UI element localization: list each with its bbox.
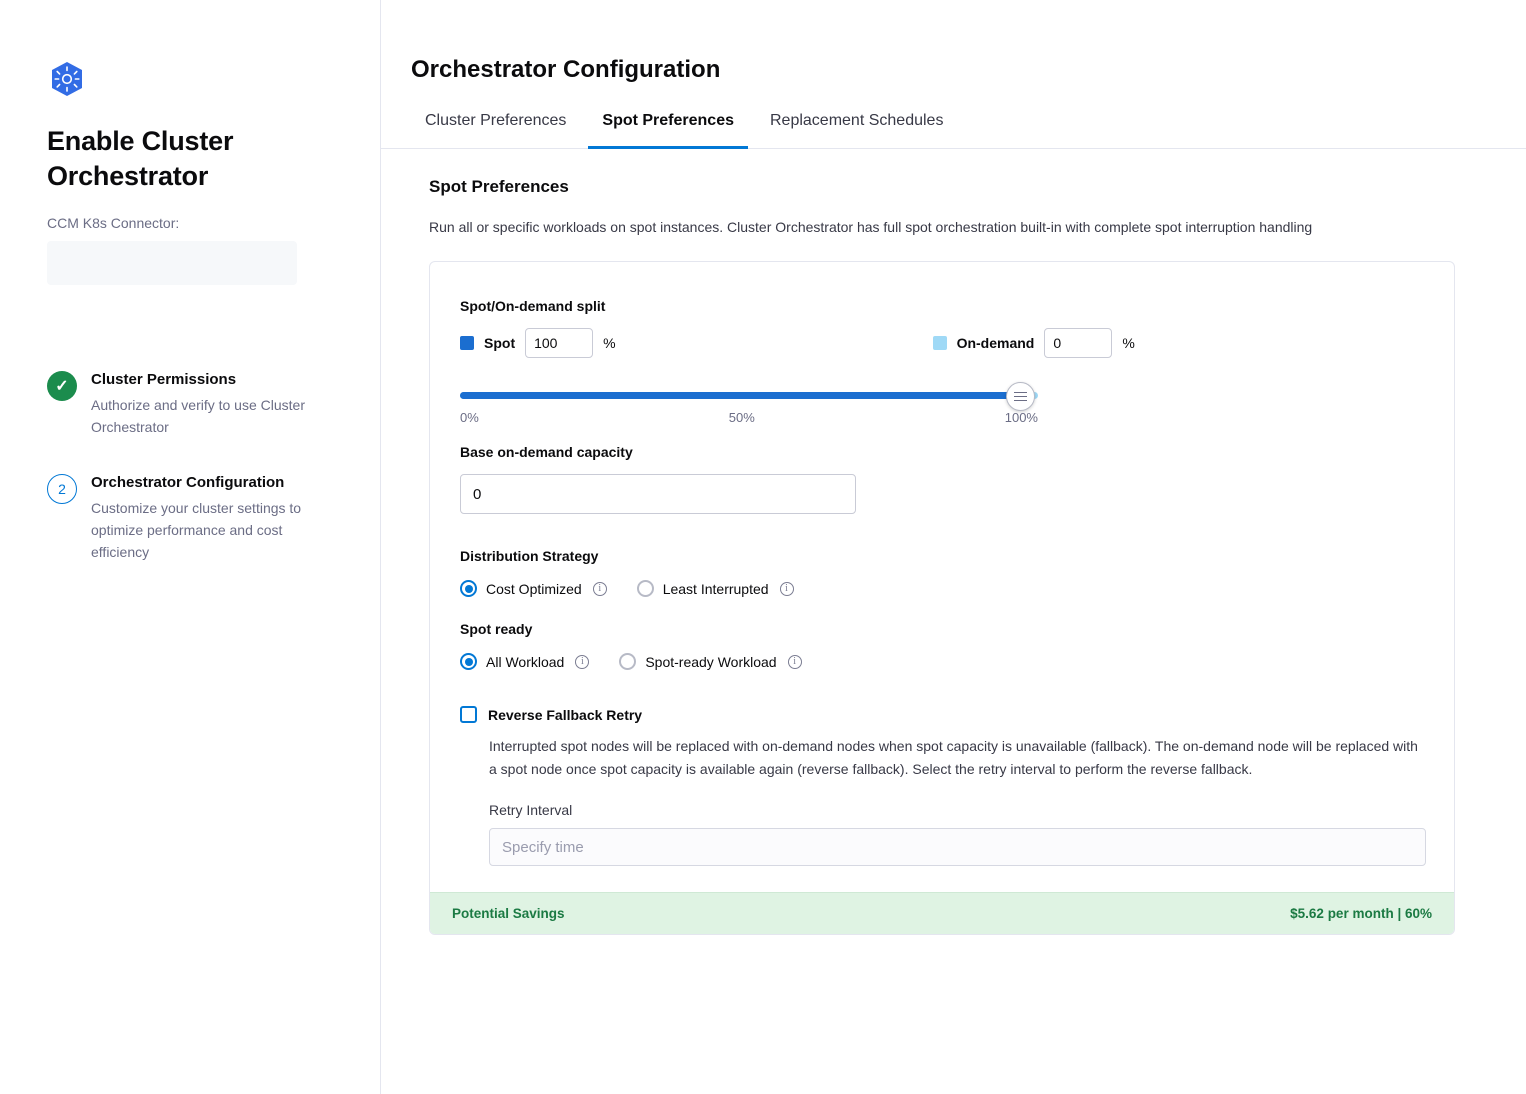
base-capacity-group <box>460 444 1424 514</box>
reverse-fallback-checkbox[interactable] <box>460 706 477 723</box>
tab-replacement-schedules[interactable]: Replacement Schedules <box>770 112 944 129</box>
step-description: Customize your cluster settings to optimize performance and cost efficiency <box>91 500 302 560</box>
slider-fill <box>460 392 1024 399</box>
step-title: Cluster Permissions <box>91 371 237 389</box>
radio-indicator[interactable] <box>619 653 636 670</box>
slider-tick-mid: 50% <box>728 410 755 425</box>
kubernetes-logo-icon <box>47 60 87 100</box>
ondemand-percent-input[interactable] <box>1044 328 1112 358</box>
slider-handle[interactable] <box>1006 382 1035 411</box>
spot-split-slider[interactable] <box>460 378 1038 425</box>
check-icon <box>47 371 77 401</box>
sidebar-title: Enable Cluster Orchestrator <box>47 126 234 191</box>
sidebar-step-orchestrator-configuration[interactable] <box>47 472 340 563</box>
spot-ready-group <box>460 621 1424 670</box>
info-icon[interactable]: i <box>575 655 589 669</box>
spot-percent-unit: % <box>603 335 616 351</box>
step-number-icon <box>47 474 77 504</box>
section-description: Run all or specific workloads on spot instances. Cluster Orchestrator has full spot orchestration built-in with complete spot interruption handling <box>429 219 1313 235</box>
radio-indicator[interactable] <box>637 580 654 597</box>
radio-indicator[interactable] <box>460 580 477 597</box>
retry-interval-label: Retry Interval <box>489 802 573 819</box>
main-panel <box>380 0 1526 1094</box>
radio-label: All Workload <box>486 653 565 670</box>
spot-percent-input[interactable] <box>525 328 593 358</box>
tab-cluster-preferences[interactable]: Cluster Preferences <box>425 112 567 129</box>
base-capacity-label: Base on-demand capacity <box>460 444 633 460</box>
base-capacity-input[interactable] <box>460 474 856 514</box>
connector-label: CCM K8s Connector: <box>47 215 180 232</box>
split-inputs-row <box>460 328 1424 358</box>
potential-savings-bar <box>430 892 1454 934</box>
info-icon[interactable]: i <box>788 655 802 669</box>
sidebar <box>0 0 380 1094</box>
split-label: Spot/On-demand split <box>460 298 606 314</box>
info-icon[interactable]: i <box>780 582 794 596</box>
radio-least-interrupted[interactable] <box>637 580 794 597</box>
spot-label: Spot <box>484 335 516 351</box>
slider-tick-max: 100% <box>1004 410 1038 425</box>
radio-cost-optimized[interactable] <box>460 580 607 597</box>
step-description: Authorize and verify to use Cluster Orchestrator <box>91 397 305 435</box>
reverse-fallback-label: Reverse Fallback Retry <box>488 706 643 723</box>
step-marker: ✓ <box>55 378 69 396</box>
ondemand-label: On-demand <box>956 335 1035 351</box>
radio-label: Spot-ready Workload <box>645 653 777 670</box>
tab-content-spot-preferences <box>381 149 1526 935</box>
ondemand-color-swatch <box>933 336 947 350</box>
radio-label: Cost Optimized <box>486 580 582 597</box>
connector-select[interactable] <box>47 241 297 285</box>
ondemand-input-group <box>933 328 1135 358</box>
ondemand-percent-unit: % <box>1122 335 1135 351</box>
spot-ready-label: Spot ready <box>460 621 533 637</box>
reverse-fallback-group <box>460 706 1424 866</box>
distribution-strategy-label: Distribution Strategy <box>460 548 599 564</box>
spot-preferences-card <box>429 261 1455 935</box>
main-header <box>381 0 1526 84</box>
step-marker: 2 <box>58 481 66 498</box>
spot-input-group <box>460 328 616 358</box>
sidebar-step-cluster-permissions[interactable] <box>47 369 340 438</box>
spot-color-swatch <box>460 336 474 350</box>
retry-interval-input[interactable] <box>489 828 1426 866</box>
step-title: Orchestrator Configuration <box>91 474 285 492</box>
radio-all-workload[interactable] <box>460 653 589 670</box>
tab-bar <box>381 112 1526 149</box>
slider-tick-min: 0% <box>460 410 479 425</box>
potential-savings-label: Potential Savings <box>452 906 565 922</box>
radio-indicator[interactable] <box>460 653 477 670</box>
reverse-fallback-description: Interrupted spot nodes will be replaced with on-demand nodes when spot capacity is unavailable (fallback). The on-demand node will be replaced with a spot node once spot capacity is available again (reverse fallback). Select the retry interval to perform the reverse fallback. <box>489 738 1418 777</box>
potential-savings-value: $5.62 per month | 60% <box>1290 906 1432 922</box>
distribution-strategy-group <box>460 548 1424 597</box>
info-icon[interactable]: i <box>593 582 607 596</box>
slider-tick-labels <box>460 410 1038 425</box>
section-title: Spot Preferences <box>429 177 569 196</box>
radio-label: Least Interrupted <box>662 580 769 597</box>
page-title: Orchestrator Configuration <box>411 56 721 83</box>
radio-spot-ready-workload[interactable] <box>619 653 801 670</box>
tab-spot-preferences[interactable]: Spot Preferences <box>588 112 748 149</box>
